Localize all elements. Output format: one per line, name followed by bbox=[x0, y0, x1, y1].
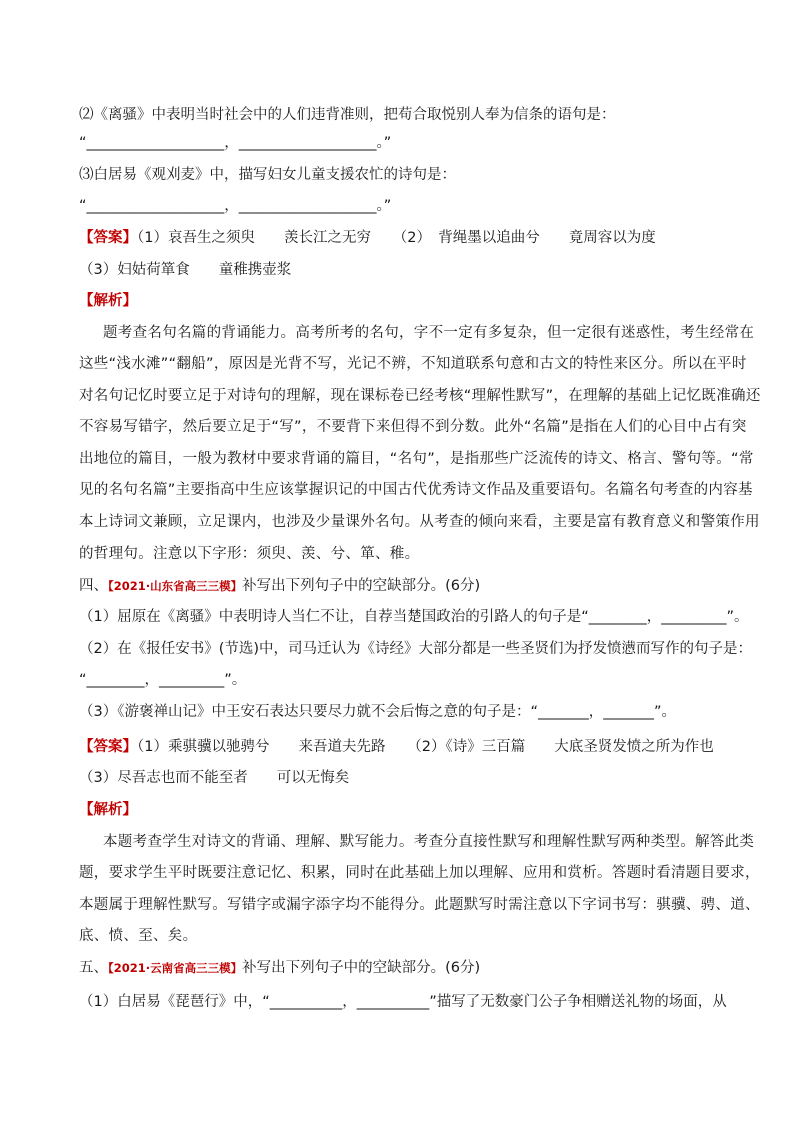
text-segment: （1）乘骐骥以驰骋兮 来吾道夫先路 （2）《诗》三百篇 大底圣贤发愤之所为作也 bbox=[137, 739, 714, 755]
text-line bbox=[79, 768, 349, 788]
text-segment: 见的名句名篇”主要指高中生应该掌握识记的中国古代优秀诗文作品及重要语句。名篇名句考查的内容基 bbox=[79, 482, 753, 498]
text-segment: ⑵《离骚》中表明当时社会中的人们违背准则，把苟合取悦别人奉为信条的语句是： bbox=[79, 107, 616, 123]
text-segment: （1）白居易《琵琶行》中，“__________，__________”描写了无数豪门公子争相赠送礼物的场面，从 bbox=[79, 994, 727, 1010]
text-line bbox=[79, 863, 760, 883]
text-line bbox=[79, 291, 137, 311]
answer-label: 【解析】 bbox=[79, 293, 137, 309]
text-segment: 这些“浅水滩”“翻船”，原因是光背不写，光记不辨，不知道联系句意和古文的特性来区分。所以在平时 bbox=[79, 356, 747, 372]
text-line bbox=[79, 196, 391, 216]
text-segment: 本上诗词文兼顾，立足课内，也涉及少量课外名句。从考查的倾向来看，主要是富有教育意义和警策作用 bbox=[79, 514, 760, 530]
text-line bbox=[79, 958, 480, 978]
text-line bbox=[79, 260, 291, 280]
text-segment: （1）屈原在《离骚》中表明诗人当仁不让，自荐当楚国政治的引路人的句子是“________，_________”。 bbox=[79, 609, 749, 625]
text-segment: 补写出下列句子中的空缺部分。(6分) bbox=[242, 578, 481, 594]
text-segment: ⑶白居易《观刈麦》中，描写妇女儿童支援农忙的诗句是： bbox=[79, 167, 456, 183]
text-segment: 底、愤、至、矣。 bbox=[79, 928, 198, 944]
text-line bbox=[79, 228, 656, 248]
answer-label: 【解析】 bbox=[79, 802, 137, 818]
text-segment: 补写出下列句子中的空缺部分。(6分) bbox=[242, 960, 481, 976]
text-line bbox=[79, 737, 714, 757]
text-segment: 四、 bbox=[79, 578, 108, 594]
text-line bbox=[79, 926, 197, 946]
text-segment: （3）妇姑荷箪食 童稚携壶浆 bbox=[79, 262, 292, 278]
answer-label: 【答案】 bbox=[79, 230, 137, 246]
text-line bbox=[79, 992, 727, 1012]
text-segment: 五、 bbox=[79, 960, 108, 976]
text-segment: “________，_________”。 bbox=[79, 672, 247, 688]
answer-label: 【答案】 bbox=[79, 739, 137, 755]
text-segment: 题，要求学生平时既要注意记忆、积累，同时在此基础上加以理解、应用和赏析。答题时看清题目要求， bbox=[79, 865, 760, 881]
text-line bbox=[79, 800, 137, 820]
text-segment: 出地位的篇目，一般为教材中要求背诵的篇目，“名句”，是指那些广泛流传的诗文、格言、警句等。“常 bbox=[79, 451, 754, 467]
text-line bbox=[79, 895, 760, 915]
text-line bbox=[79, 354, 747, 374]
text-line bbox=[79, 512, 760, 532]
text-line bbox=[79, 544, 419, 564]
text-segment: “___________________，___________________。” bbox=[79, 135, 392, 151]
text-line bbox=[79, 386, 761, 406]
text-segment: 不容易写错字，然后要立足于“写”，不要背下来但得不到分数。此外“名篇”是指在人们的心目中占有突 bbox=[79, 419, 747, 435]
text-line bbox=[79, 449, 754, 469]
text-line bbox=[79, 639, 752, 659]
text-line bbox=[79, 670, 246, 690]
text-segment: “___________________，___________________。” bbox=[79, 198, 392, 214]
text-line bbox=[103, 832, 754, 852]
text-segment: 对名句记忆时要立足于对诗句的理解，现在课标卷已经考核“理解性默写”，在理解的基础上记忆既准确还 bbox=[79, 388, 761, 404]
source-tag: 【2021·山东省高三三模】 bbox=[108, 579, 243, 593]
text-segment: （2）在《报任安书》(节选)中，司马迁认为《诗经》大部分都是一些圣贤们为抒发愤懑而写作的句子是： bbox=[79, 641, 753, 657]
text-line bbox=[79, 105, 616, 125]
text-segment: 本题属于理解性默写。写错字或漏字添字均不能得分。此题默写时需注意以下字词书写：骐骥、骋、道、 bbox=[79, 897, 760, 913]
text-segment: 的哲理句。注意以下字形：须臾、羡、兮、箪、稚。 bbox=[79, 546, 420, 562]
text-line bbox=[79, 165, 456, 185]
text-segment: 本题考查学生对诗文的背诵、理解、默写能力。考查分直接性默写和理解性默写两种类型。解答此类 bbox=[103, 834, 755, 850]
text-line bbox=[79, 576, 480, 596]
text-segment: 题考查名句名篇的背诵能力。高考所考的名句，字不一定有多复杂，但一定很有迷惑性，考生经常在 bbox=[103, 325, 755, 341]
text-line bbox=[103, 323, 754, 343]
text-line bbox=[79, 480, 753, 500]
text-line bbox=[79, 417, 747, 437]
text-segment: （3）尽吾志也而不能至者 可以无悔矣 bbox=[79, 770, 350, 786]
text-line bbox=[79, 133, 391, 153]
text-segment: （1）哀吾生之须臾 羡长江之无穷 （2） 背绳墨以追曲兮 竟周容以为度 bbox=[137, 230, 656, 246]
text-line bbox=[79, 607, 749, 627]
text-line bbox=[79, 702, 676, 722]
source-tag: 【2021·云南省高三三模】 bbox=[108, 961, 243, 975]
text-segment: （3）《游褒禅山记》中王安石表达只要尽力就不会后悔之意的句子是：“_______，_______”。 bbox=[79, 704, 676, 720]
